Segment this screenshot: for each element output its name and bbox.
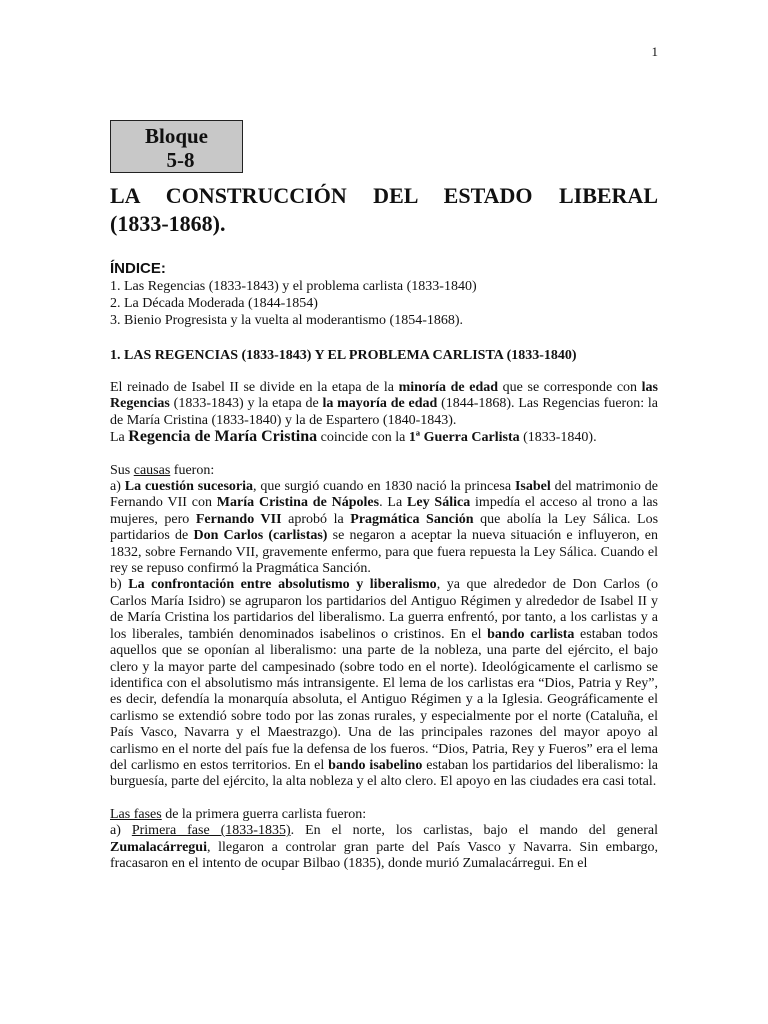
document-body (110, 182, 658, 872)
document-title (110, 182, 658, 238)
cause-a-paragraph: a) La cuestión sucesoria, que surgió cuando en 1830 nació la princesa Isabel del matrimonio de Fernando VII con María Cristina de Nápoles. La Ley Sálica impedía el acceso al trono a las mujeres, pero Fernando VII aprobó la Pragmática Sanción que abolía la Ley Sálica. Los partidarios de Don Carlos (carlistas) se negaron a aceptar la nueva situación e influyeron, en 1832, sobre Fernando VII, gravemente enfermo, para que fuera repuesta la Ley Sálica. Cuando el rey se repuso confirmó la Pragmática Sanción. (110, 479, 659, 577)
index-heading: ÍNDICE: (110, 260, 166, 277)
causes-intro: Sus causas fueron: (110, 462, 215, 478)
phases-intro: Las fases de la primera guerra carlista fueron: (110, 806, 367, 822)
regencia-paragraph: La Regencia de María Cristina coincide con la 1ª Guerra Carlista (1833-1840). (110, 428, 597, 446)
title-line-1: LA CONSTRUCCIÓN DEL ESTADO LIBERAL (110, 183, 658, 208)
block-label: Bloque (144, 124, 209, 148)
page-number: 1 (651, 44, 658, 59)
index-item: 2. La Década Moderada (1844-1854) (110, 296, 318, 311)
intro-paragraph: El reinado de Isabel II se divide en la etapa de la minoría de edad que se corresponde con las Regencias (1833-1843) y la etapa de la mayoría de edad (1844-1868). Las Regencias fueron: la de María Cristina (1833-1840) y la de Espartero (1840-1843). (110, 380, 658, 428)
block-number: 5-8 (166, 148, 195, 172)
index-item: 1. Las Regencias (1833-1843) y el problema carlista (1833-1840) (110, 279, 477, 294)
block-label-box (110, 120, 243, 173)
index-list (110, 278, 658, 329)
section-heading: 1. LAS REGENCIAS (1833-1843) Y EL PROBLEMA CARLISTA (1833-1840) (110, 348, 577, 363)
cause-b-paragraph: b) La confrontación entre absolutismo y liberalismo, ya que alrededor de Don Carlos (o Carlos María Isidro) se agruparon los partidarios del Antiguo Régimen y alrededor de Isabel II y de María Cristina los partidarios del liberalismo. La guerra enfrentó, por tanto, a los carlistas y a los liberales, también denominados isabelinos o cristinos. En el bando carlista estaban todos aquellos que se oponían al liberalismo: una parte de la nobleza, una parte del ejército, el bajo clero y la mayor parte del campesinado (sobre todo en el norte). Ideológicamente el carlismo se identifica con el absolutismo más intransigente. El lema de los carlistas era “Dios, Patria y Rey”, es decir, defendía la monarquía absoluta, el Antiguo Régimen y a la Iglesia. Geográficamente el carlismo se extendió sobre todo por las zonas rurales, y especialmente por el norte (Cataluña, el País Vasco, Navarra y el Maestrazgo). Una de las principales razones del mayor apoyo al carlismo en el norte del país fue la defensa de los fueros. “Dios, Patria, Rey y Fueros” era el lema del carlismo en estos territorios. En el bando isabelino estaban los partidarios del liberalismo: la burguesía, parte del ejército, la alta nobleza y el alto clero. El apoyo en las ciudades era casi total. (110, 577, 658, 790)
index-item: 3. Bienio Progresista y la vuelta al moderantismo (1854-1868). (110, 313, 464, 328)
title-line-2: (1833-1868). (110, 211, 226, 236)
phase-a-paragraph: a) Primera fase (1833-1835). En el norte, los carlistas, bajo el mando del general Zumalacárregui, llegaron a controlar gran parte del País Vasco y Navarra. Sin embargo, fracasaron en el intento de ocupar Bilbao (1835), donde murió Zumalacárregui. En el (110, 823, 658, 871)
